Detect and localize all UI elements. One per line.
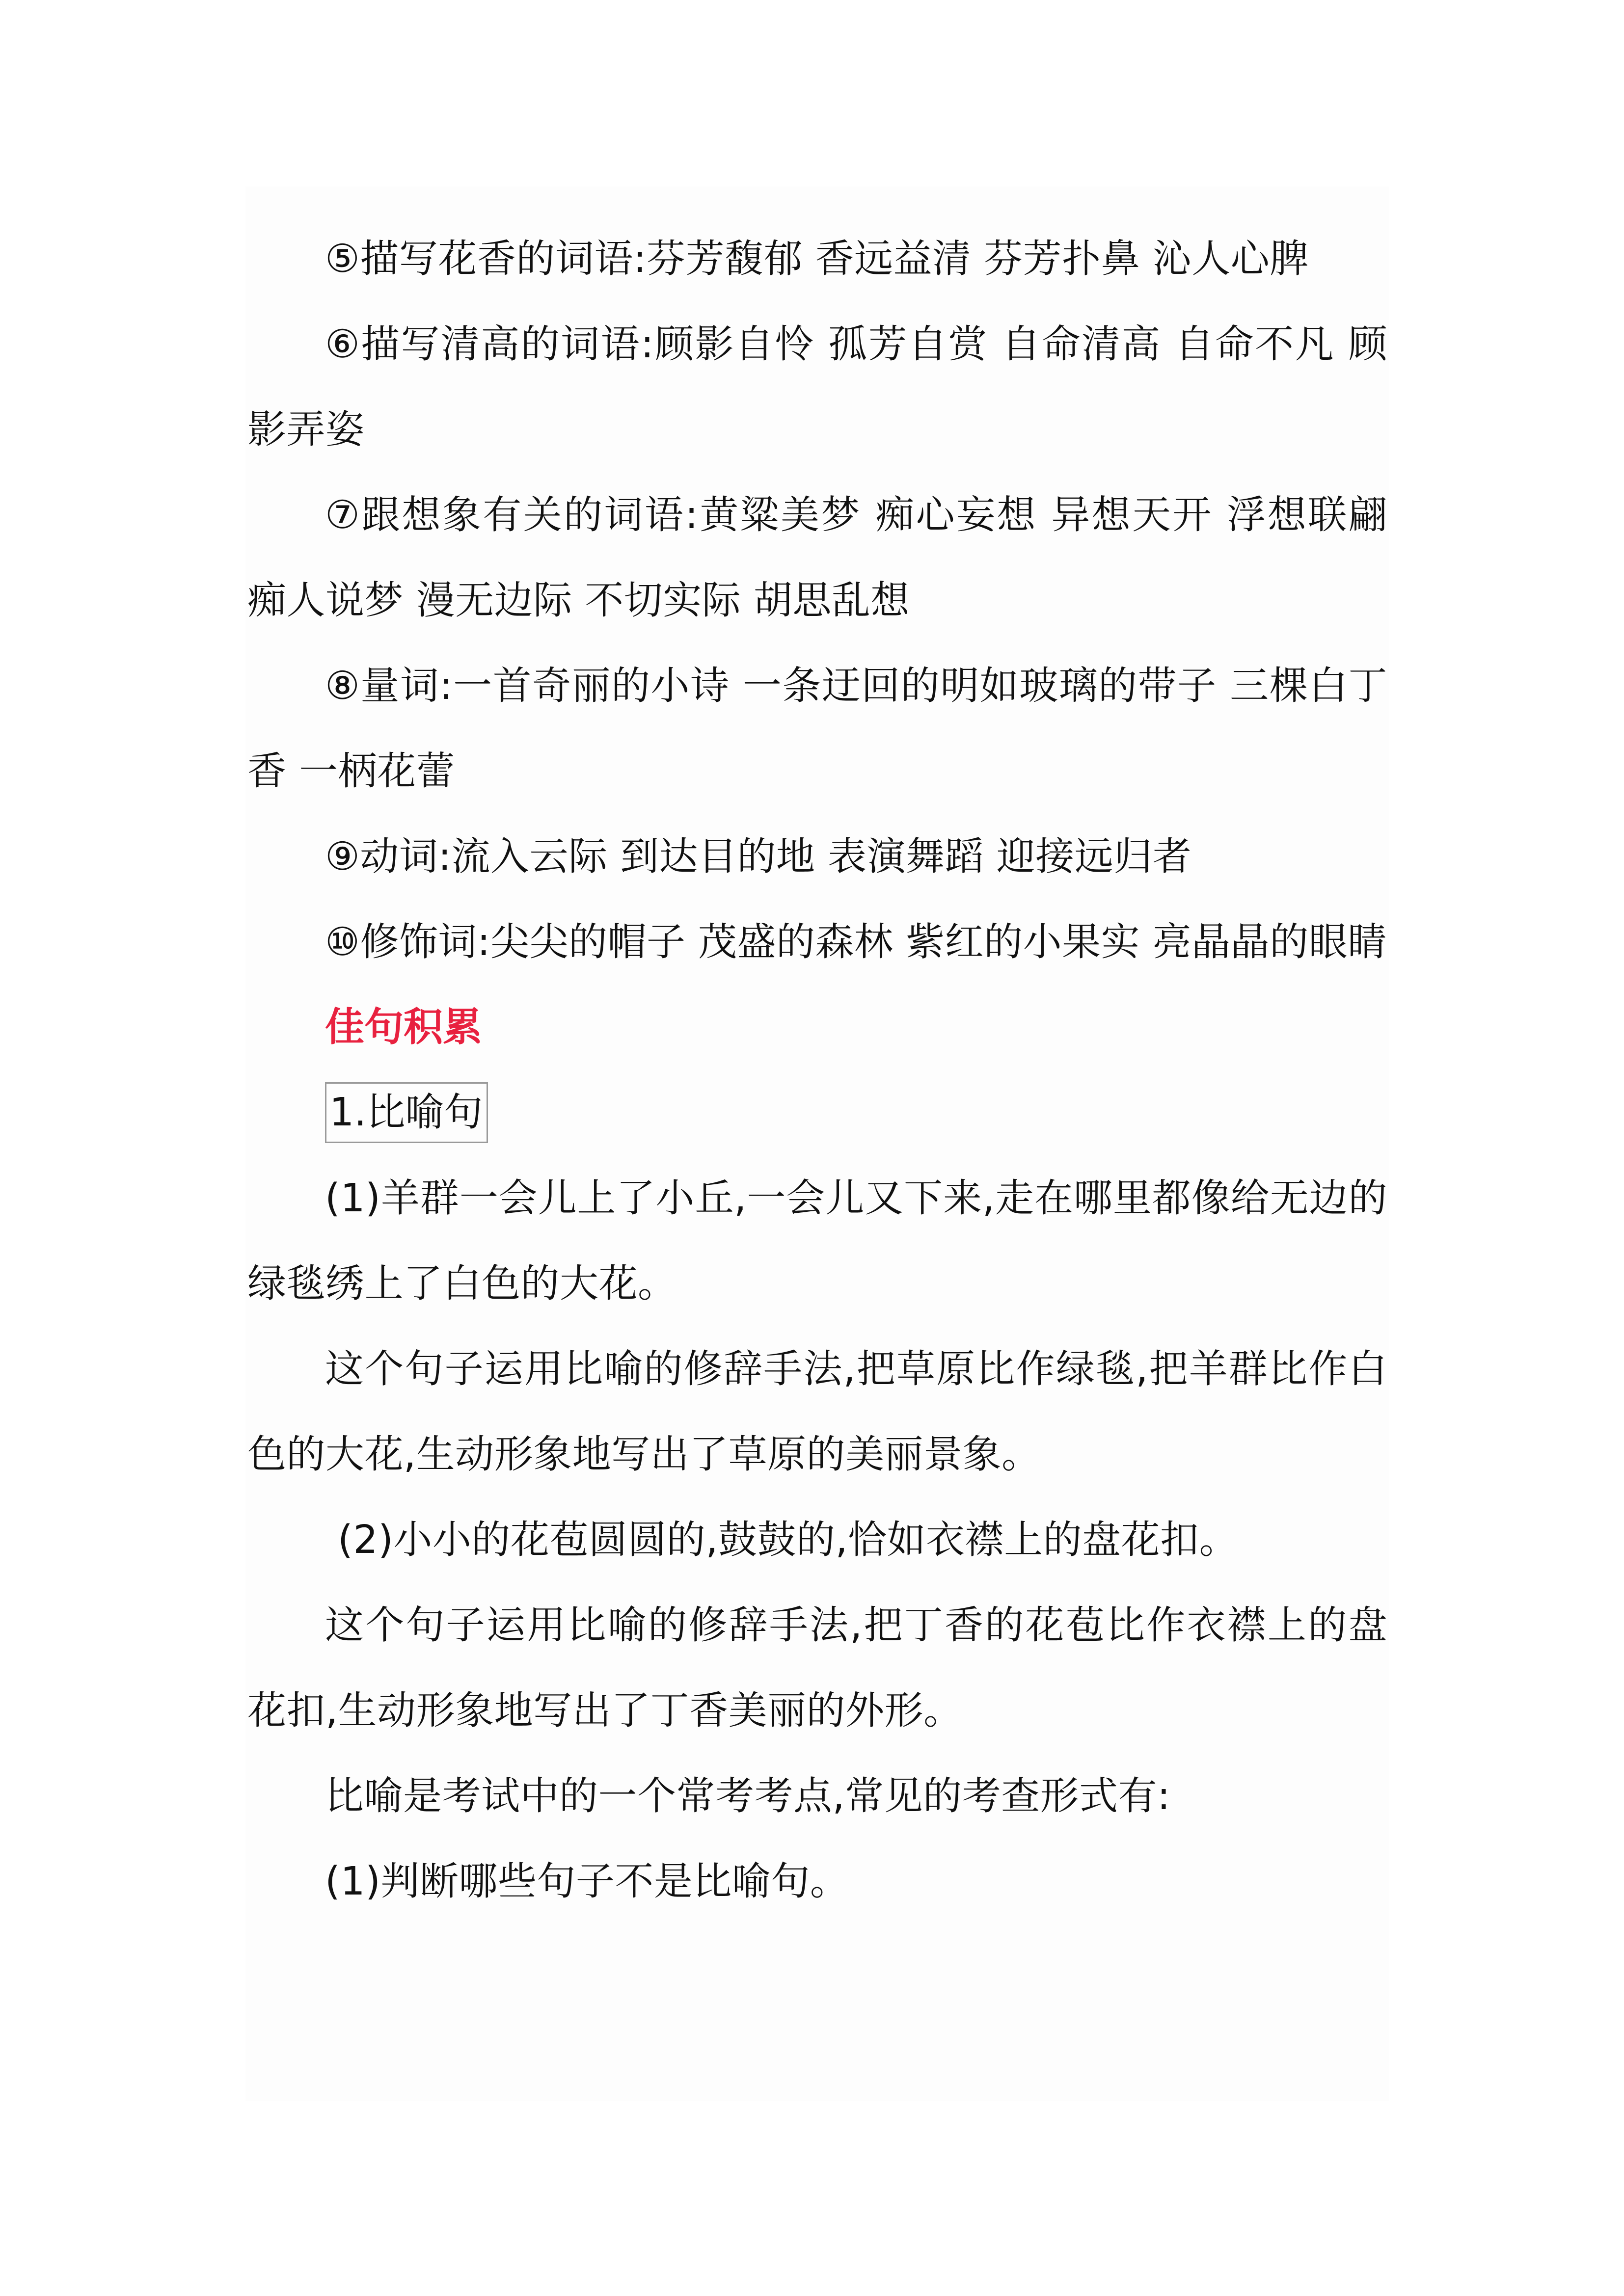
subsection-title-box: 1.比喻句	[325, 1082, 488, 1143]
vocab-item-aloof: ⑥描写清高的词语:顾影自怜 孤芳自赏 自命清高 自命不凡 顾影弄姿	[247, 321, 1387, 452]
vocab-item-fragrance: ⑤描写花香的词语:芬芳馥郁 香远益清 芬芳扑鼻 沁人心脾	[325, 236, 1309, 281]
example-sentence-1: (1)羊群一会儿上了小丘,一会儿又下来,走在哪里都像给无边的绿毯绣上了白色的大花。	[247, 1175, 1387, 1306]
example-sentence-2: (2)小小的花苞圆圆的,鼓鼓的,恰如衣襟上的盘花扣。	[338, 1517, 1239, 1562]
exam-note: 比喻是考试中的一个常考考点,常见的考查形式有:	[325, 1773, 1171, 1818]
vocab-item-verbs: ⑨动词:流入云际 到达目的地 表演舞蹈 迎接远归者	[325, 834, 1192, 879]
explanation-2: 这个句子运用比喻的修辞手法,把丁香的花苞比作衣襟上的盘花扣,生动形象地写出了丁香美丽的外形。	[247, 1602, 1387, 1733]
exam-form-1: (1)判断哪些句子不是比喻句。	[325, 1859, 849, 1904]
section-heading: 佳句积累	[325, 1004, 482, 1050]
document-content	[247, 216, 1387, 1924]
vocab-item-imagination: ⑦跟想象有关的词语:黄粱美梦 痴心妄想 异想天开 浮想联翩 痴人说梦 漫无边际 不切实际 胡思乱想	[247, 492, 1387, 623]
vocab-item-measure-words: ⑧量词:一首奇丽的小诗 一条迂回的明如玻璃的带子 三棵白丁香 一柄花蕾	[247, 663, 1387, 794]
subsection-title-row	[247, 1070, 1387, 1155]
vocab-item-modifiers: ⑩修饰词:尖尖的帽子 茂盛的森林 紫红的小果实 亮晶晶的眼睛	[325, 919, 1387, 964]
explanation-1: 这个句子运用比喻的修辞手法,把草原比作绿毯,把羊群比作白色的大花,生动形象地写出了草原的美丽景象。	[247, 1346, 1387, 1477]
